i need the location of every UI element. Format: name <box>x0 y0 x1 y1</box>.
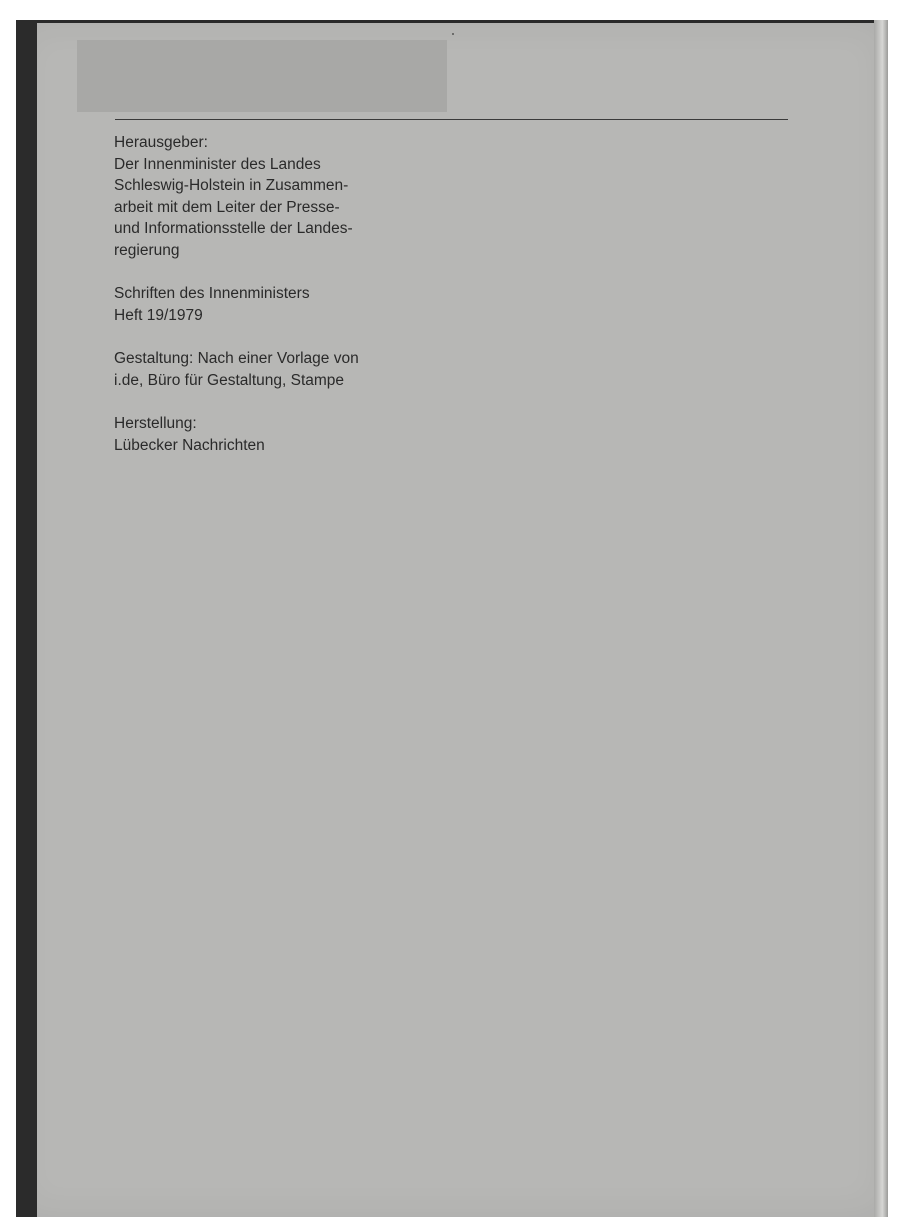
production-heading: Herstellung: <box>114 415 197 432</box>
series-title: Schriften des Innenministers <box>114 285 310 302</box>
publisher-line: Schleswig-Holstein in Zusammen- <box>114 177 349 194</box>
design-line: i.de, Büro für Gestaltung, Stampe <box>114 371 345 389</box>
production-paragraph <box>114 413 434 456</box>
publisher-line: Der Innenminister des Landes <box>114 155 321 173</box>
design-paragraph <box>114 348 434 391</box>
binding-spine <box>16 20 37 1217</box>
page-right-edge <box>874 20 888 1217</box>
design-line: Gestaltung: Nach einer Vorlage von <box>114 350 359 367</box>
imprint-text <box>114 132 434 478</box>
redaction-block <box>77 40 447 112</box>
publisher-paragraph <box>114 132 434 261</box>
horizontal-rule <box>115 119 788 120</box>
series-paragraph <box>114 283 434 326</box>
production-line: Lübecker Nachrichten <box>114 436 265 454</box>
dust-speck <box>452 33 454 35</box>
page-top-edge <box>16 20 888 23</box>
publisher-line: und Informationsstelle der Landes- <box>114 220 353 237</box>
publisher-line: regierung <box>114 241 180 259</box>
publisher-line: arbeit mit dem Leiter der Presse- <box>114 198 340 216</box>
series-issue: Heft 19/1979 <box>114 306 203 324</box>
page-sheet <box>16 20 888 1217</box>
publisher-heading: Herausgeber: <box>114 134 208 151</box>
